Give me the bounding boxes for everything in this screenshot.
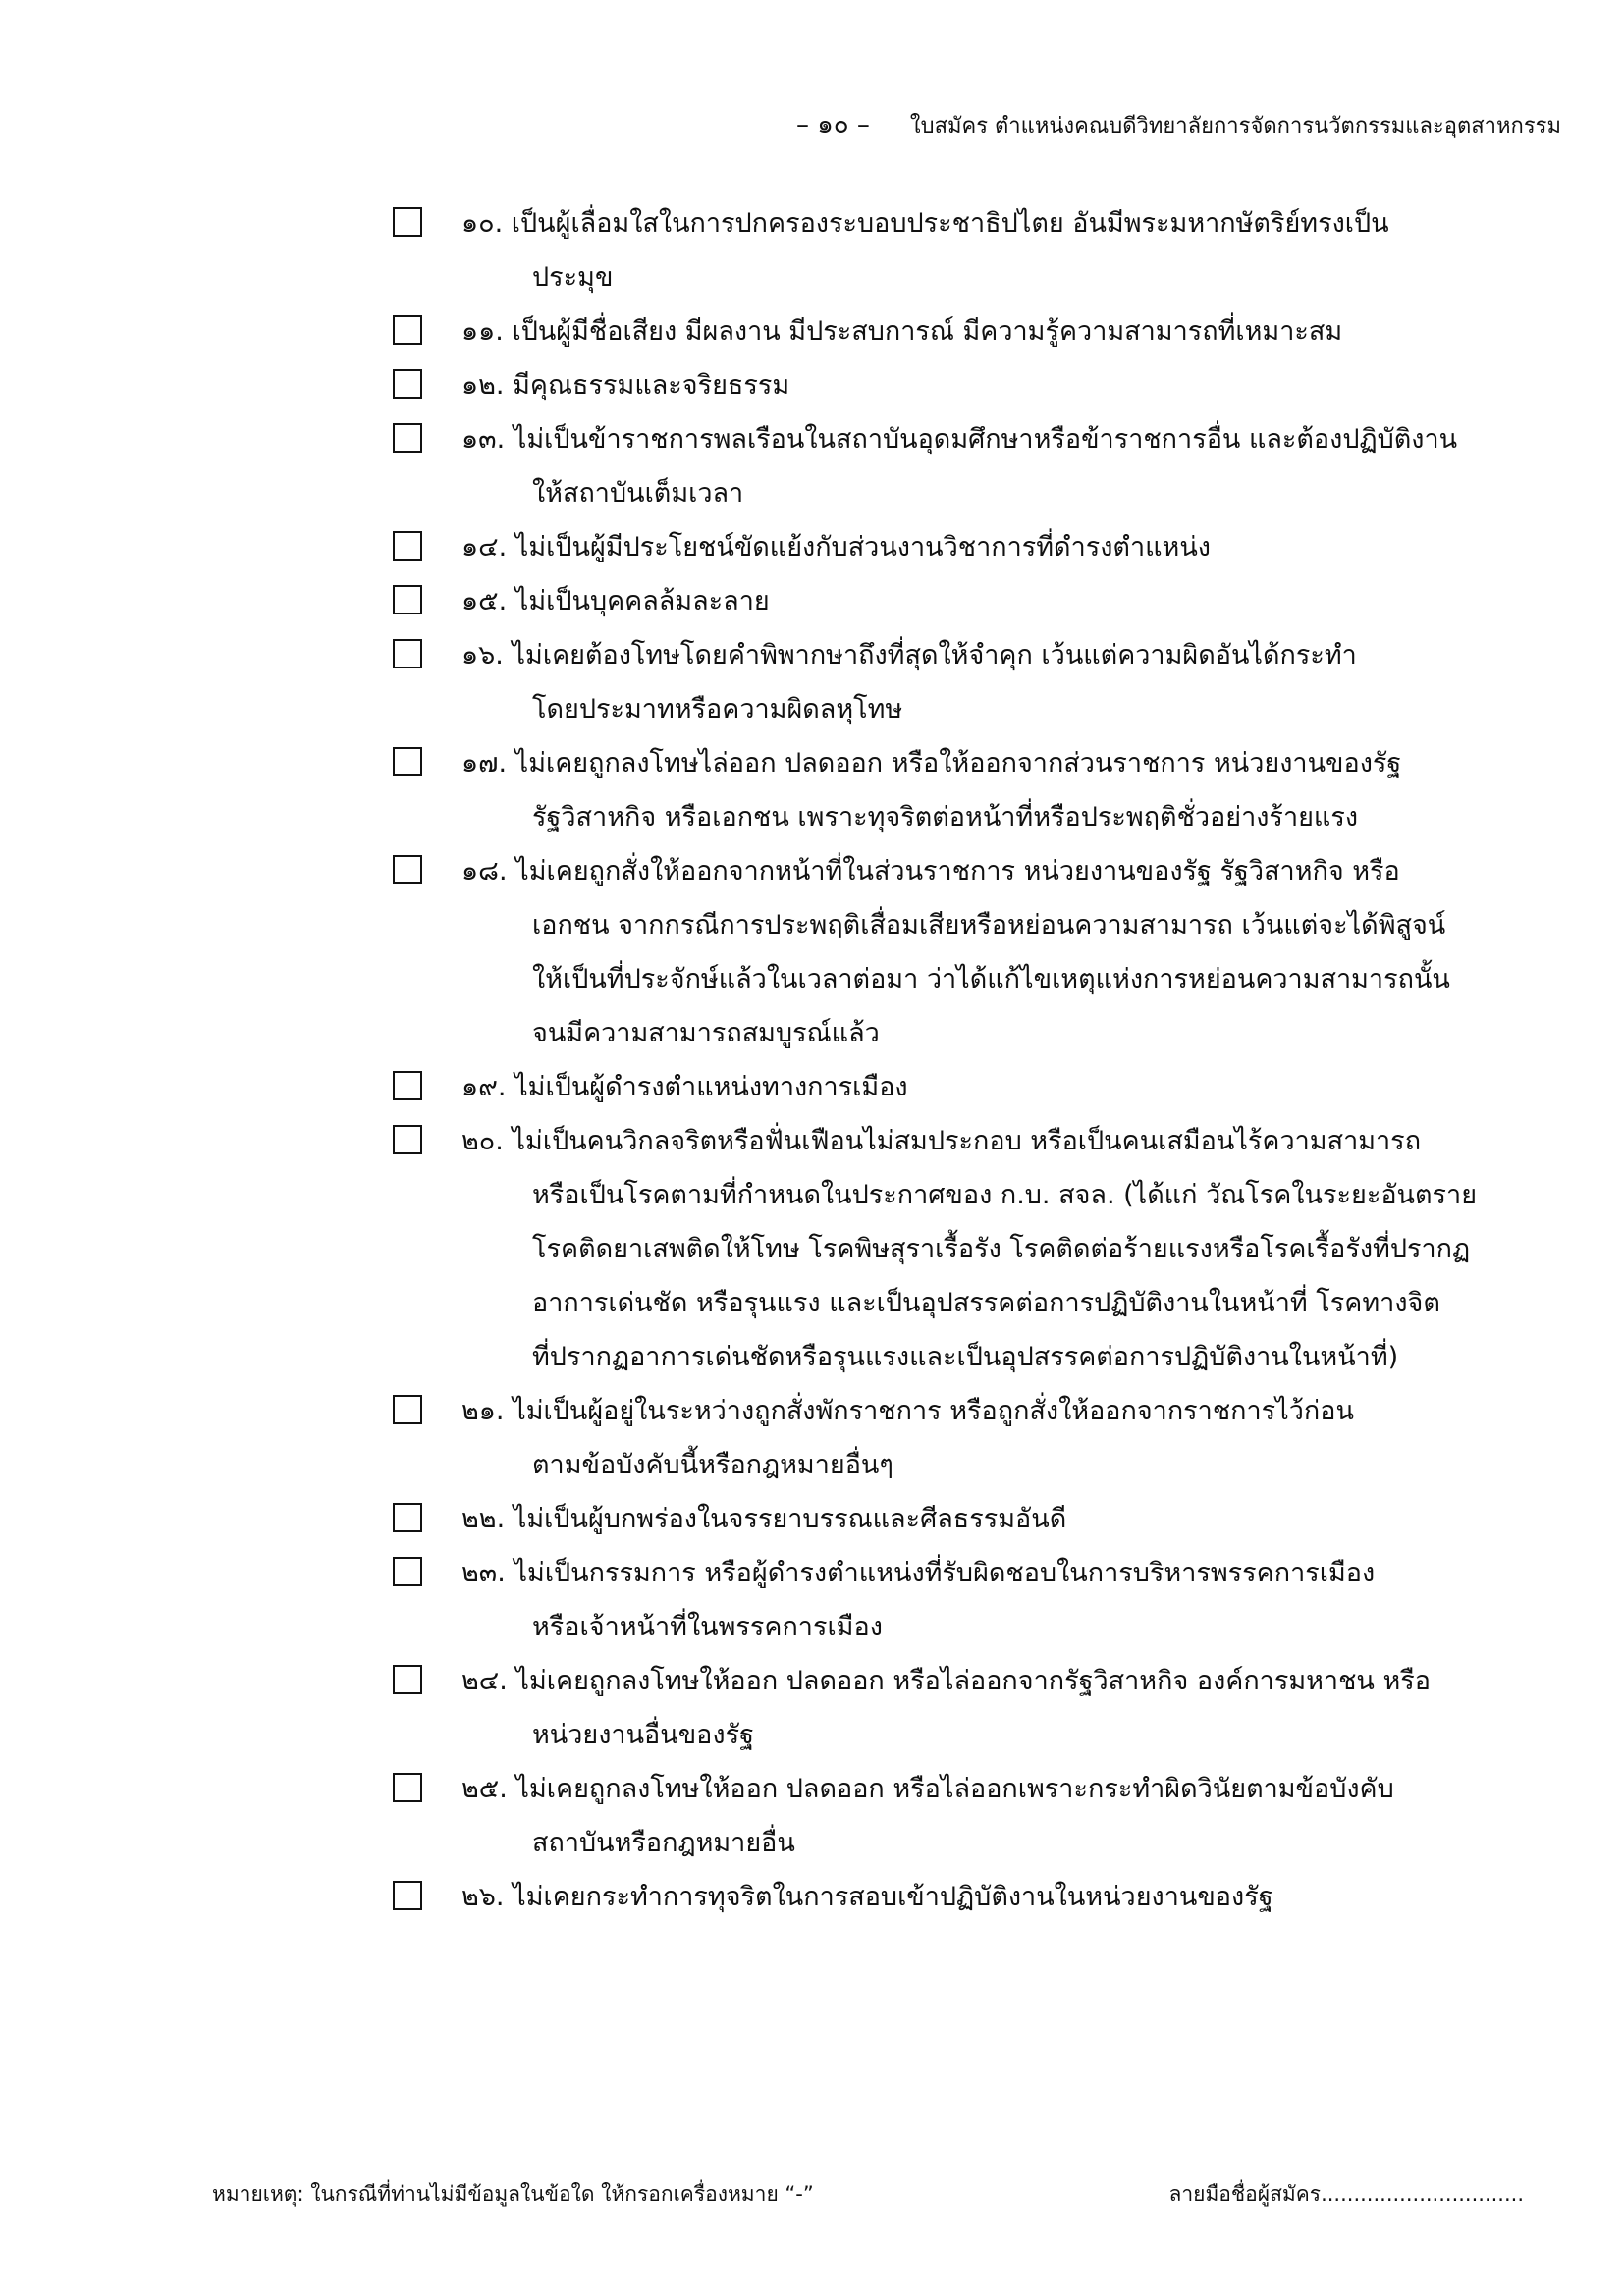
item-text-line (461, 1060, 1492, 1114)
item-text: ไม่เคยถูกลงโทษให้ออก ปลดออก หรือไล่ออกเพราะกระทำผิดวินัยตามข้อบังคับ (515, 1774, 1394, 1804)
checkbox[interactable] (393, 1881, 422, 1910)
item-text: ไม่เป็นผู้บกพร่องในจรรยาบรรณและศีลธรรมอันดี (513, 1504, 1067, 1534)
item-text-line (461, 196, 1492, 250)
item-text: ไม่เป็นผู้มีประโยชน์ขัดแย้งกับส่วนงานวิชาการที่ดำรงตำแหน่ง (514, 532, 1211, 562)
page-number: – ๑๐ – (795, 110, 870, 139)
checklist-item (393, 196, 1492, 304)
item-text-line: หรือเจ้าหน้าที่ในพรรคการเมือง (532, 1612, 883, 1642)
footer-note: หมายเหตุ: ในกรณีที่ท่านไม่มีข้อมูลในข้อใด ให้กรอกเครื่องหมาย “-” (212, 2182, 814, 2206)
checkbox[interactable] (393, 423, 422, 453)
item-text: ไม่เป็นผู้อยู่ในระหว่างถูกสั่งพักราชการ หรือถูกสั่งให้ออกจากราชการไว้ก่อน (513, 1396, 1354, 1426)
checklist-item (393, 520, 1492, 574)
item-text-line: เอกชน จากกรณีการประพฤติเสื่อมเสียหรือหย่อนความสามารถ เว้นแต่จะได้พิสูจน์ (532, 910, 1446, 940)
checklist-item (393, 1762, 1492, 1870)
checkbox[interactable] (393, 585, 422, 614)
checklist-item (393, 358, 1492, 412)
item-number: ๑๖. (461, 640, 504, 670)
item-number: ๑๒. (461, 370, 505, 400)
checkbox[interactable] (393, 369, 422, 399)
item-text-line: ประมุข (532, 262, 614, 293)
item-number: ๒๕. (461, 1774, 508, 1804)
item-text-line (461, 358, 1492, 412)
checkbox[interactable] (393, 1071, 422, 1100)
item-text-line: โดยประมาทหรือความผิดลหุโทษ (532, 694, 903, 724)
signature-field[interactable] (1168, 2179, 1524, 2209)
item-text-line: หน่วยงานอื่นของรัฐ (532, 1720, 754, 1750)
checkbox[interactable] (393, 639, 422, 668)
item-text-line (461, 412, 1492, 466)
item-text-line: ที่ปรากฏอาการเด่นชัดหรือรุนแรงและเป็นอุปสรรคต่อการปฏิบัติงานในหน้าที่) (532, 1342, 1399, 1372)
item-text: ไม่เคยถูกลงโทษไล่ออก ปลดออก หรือให้ออกจากส่วนราชการ หน่วยงานของรัฐ (514, 748, 1402, 778)
item-number: ๒๐. (461, 1126, 504, 1156)
item-number: ๑๗. (461, 748, 508, 778)
checkbox[interactable] (393, 1395, 422, 1424)
item-number: ๑๐. (461, 208, 504, 239)
checklist-item (393, 1546, 1492, 1654)
item-text-line: รัฐวิสาหกิจ หรือเอกชน เพราะทุจริตต่อหน้าที่หรือประพฤติชั่วอย่างร้ายแรง (532, 802, 1359, 832)
checkbox[interactable] (393, 1503, 422, 1532)
item-text-line: ให้เป็นที่ประจักษ์แล้วในเวลาต่อมา ว่าได้แก้ไขเหตุแห่งการหย่อนความสามารถนั้น (532, 964, 1450, 994)
item-text-line: สถาบันหรือกฎหมายอื่น (532, 1828, 795, 1858)
checkbox[interactable] (393, 1557, 422, 1586)
item-text-line (461, 1546, 1492, 1600)
item-text-line (461, 1114, 1492, 1168)
item-text-line (461, 574, 1492, 628)
item-number: ๑๓. (461, 424, 506, 454)
item-number: ๑๕. (461, 586, 508, 616)
item-text: ไม่เคยต้องโทษโดยคำพิพากษาถึงที่สุดให้จำคุก เว้นแต่ความผิดอันได้กระทำ (512, 640, 1357, 670)
item-text-line (461, 844, 1492, 898)
checkbox[interactable] (393, 315, 422, 345)
checklist-item (393, 628, 1492, 736)
item-number: ๒๓. (461, 1558, 506, 1588)
checklist-item (393, 736, 1492, 844)
item-text: ไม่เคยกระทำการทุจริตในการสอบเข้าปฏิบัติงานในหน่วยงานของรัฐ (513, 1882, 1273, 1912)
item-number: ๑๔. (461, 532, 508, 562)
checkbox[interactable] (393, 1773, 422, 1802)
item-text: ไม่เป็นผู้ดำรงตำแหน่งทางการเมือง (514, 1072, 908, 1102)
checkbox[interactable] (393, 1665, 422, 1694)
qualification-checklist (393, 196, 1492, 1924)
item-text: ไม่เป็นข้าราชการพลเรือนในสถาบันอุดมศึกษาหรือข้าราชการอื่น และต้องปฏิบัติงาน (513, 424, 1458, 454)
page-title: ใบสมัคร ตำแหน่งคณบดีวิทยาลัยการจัดการนวัตกรรมและอุตสาหกรรม (909, 114, 1561, 138)
item-text-line (461, 1870, 1492, 1924)
item-text-line (461, 1654, 1492, 1708)
checklist-item (393, 574, 1492, 628)
item-number: ๑๑. (461, 316, 504, 347)
item-text-line (461, 736, 1492, 790)
item-text-line: โรคติดยาเสพติดให้โทษ โรคพิษสุราเรื้อรัง โรคติดต่อร้ายแรงหรือโรคเรื้อรังที่ปรากฏ (532, 1234, 1471, 1264)
item-text: เป็นผู้มีชื่อเสียง มีผลงาน มีประสบการณ์ มีความรู้ความสามารถที่เหมาะสม (512, 316, 1343, 347)
item-number: ๒๒. (461, 1504, 506, 1534)
item-text-line (461, 304, 1492, 358)
checklist-item (393, 304, 1492, 358)
item-text-line (461, 1762, 1492, 1816)
checklist-item (393, 412, 1492, 520)
item-text: ไม่เคยถูกลงโทษให้ออก ปลดออก หรือไล่ออกจากรัฐวิสาหกิจ องค์การมหาชน หรือ (515, 1666, 1431, 1696)
checklist-item (393, 1654, 1492, 1762)
checkbox[interactable] (393, 531, 422, 561)
signature-label: ลายมือชื่อผู้สมัคร (1168, 2182, 1322, 2206)
item-text: ไม่เป็นกรรมการ หรือผู้ดำรงตำแหน่งที่รับผิดชอบในการบริหารพรรคการเมือง (514, 1558, 1376, 1588)
item-text: ไม่เป็นบุคคลล้มละลาย (514, 586, 770, 616)
checklist-item (393, 1384, 1492, 1492)
signature-line: ............................... (1321, 2182, 1524, 2206)
page-header (0, 110, 1561, 141)
item-text-line: หรือเป็นโรคตามที่กำหนดในประกาศของ ก.บ. สจล. (ได้แก่ วัณโรคในระยะอันตราย (532, 1180, 1478, 1210)
item-text: ไม่เป็นคนวิกลจริตหรือฟั่นเฟือนไม่สมประกอบ หรือเป็นคนเสมือนไร้ความสามารถ (512, 1126, 1422, 1156)
checklist-item (393, 1114, 1492, 1384)
checklist-item (393, 1492, 1492, 1546)
checklist-item (393, 1060, 1492, 1114)
item-number: ๒๑. (461, 1396, 505, 1426)
checklist-item (393, 844, 1492, 1060)
checkbox[interactable] (393, 1125, 422, 1154)
item-text-line: ตามข้อบังคับนี้หรือกฎหมายอื่นๆ (532, 1450, 893, 1480)
checkbox[interactable] (393, 747, 422, 776)
checkbox[interactable] (393, 855, 422, 884)
checklist-item (393, 1870, 1492, 1924)
item-number: ๒๖. (461, 1882, 505, 1912)
item-text-line (461, 1384, 1492, 1438)
checkbox[interactable] (393, 207, 422, 237)
item-number: ๑๙. (461, 1072, 507, 1102)
item-text-line: จนมีความสามารถสมบูรณ์แล้ว (532, 1018, 880, 1048)
item-text-line (461, 628, 1492, 682)
item-text-line (461, 520, 1492, 574)
item-text-line: อาการเด่นชัด หรือรุนแรง และเป็นอุปสรรคต่อการปฏิบัติงานในหน้าที่ โรคทางจิต (532, 1288, 1440, 1318)
item-number: ๑๘. (461, 856, 508, 886)
item-text: มีคุณธรรมและจริยธรรม (513, 370, 790, 400)
item-text-line: ให้สถาบันเต็มเวลา (532, 478, 744, 508)
item-number: ๒๔. (461, 1666, 508, 1696)
item-text-line (461, 1492, 1492, 1546)
item-text: เป็นผู้เลื่อมใสในการปกครองระบอบประชาธิปไตย อันมีพระมหากษัตริย์ทรงเป็น (511, 208, 1389, 239)
item-text: ไม่เคยถูกสั่งให้ออกจากหน้าที่ในส่วนราชการ หน่วยงานของรัฐ รัฐวิสาหกิจ หรือ (515, 856, 1400, 886)
